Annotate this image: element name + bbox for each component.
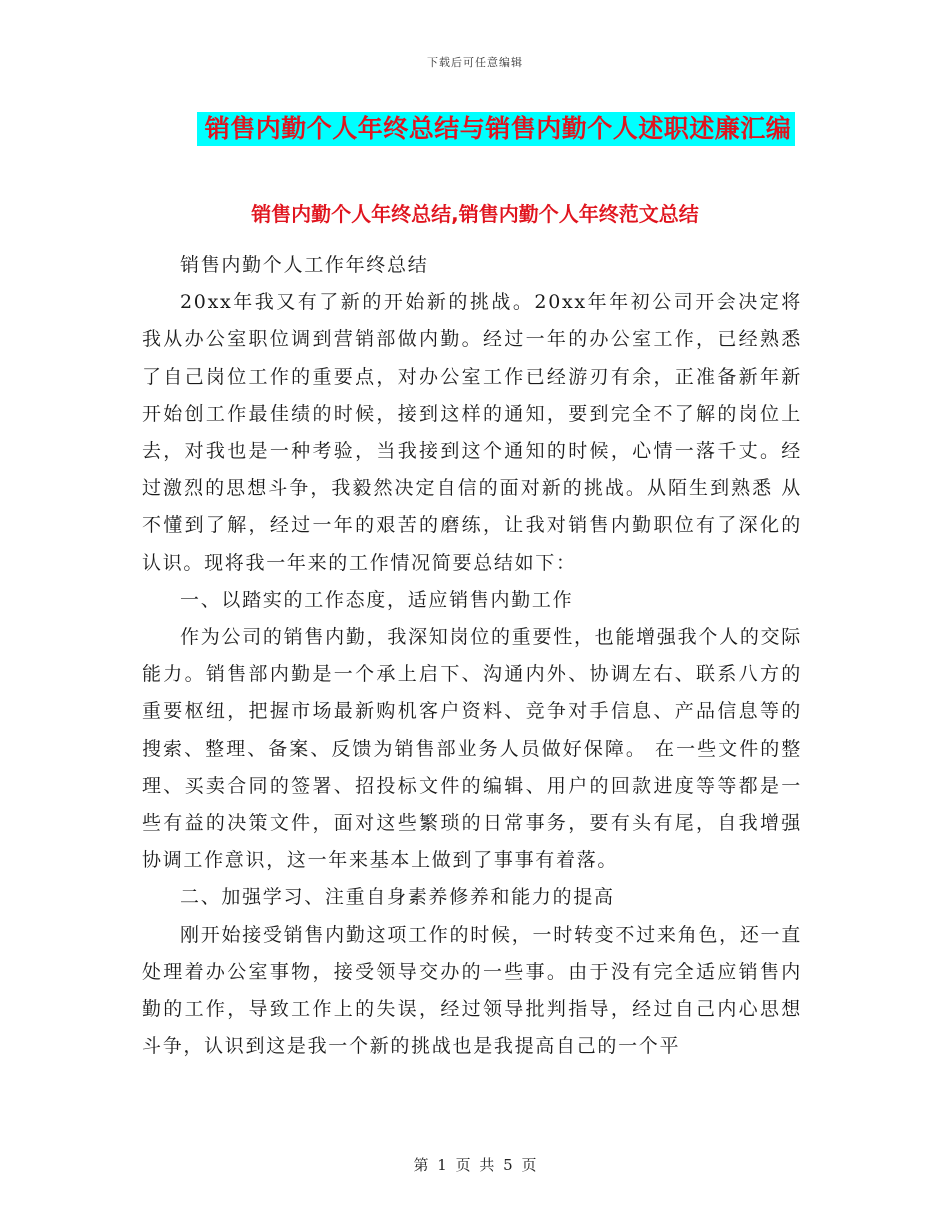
document-sub-title: 销售内勤个人年终总结,销售内勤个人年终范文总结 [251,202,699,226]
page-header: 下载后可任意编辑 [427,56,523,69]
body-paragraph: 作为公司的销售内勤，我深知岗位的重要性，也能增强我个人的交际能力。销售部内勤是一个承上启下、沟通内外、协调左右、联系八方的重要枢纽，把握市场最新购机客户资料、竞争对手信息、产品信息等的搜索、整理、备案、反馈为销售部业务人员做好保障。 在一些文件的整理、买卖合同的签署、招投标文件的编辑、用户的回款进度等等都是一些有益的决策文件，面对这些繁琐的日常事务，要有头有尾，自我增强协调工作意识，这一年来基本上做到了事事有着落。 [142,626,802,872]
body-paragraph: 20xx年我又有了新的开始新的挑战。20xx年年初公司开会决定将我从办公室职位调到营销部做内勤。经过一年的办公室工作，已经熟悉了自己岗位工作的重要点，对办公室工作已经游刃有余，正准备新年新开始创工作最佳绩的时候，接到这样的通知，要到完全不了解的岗位上去，对我也是一种考验，当我接到这个通知的时候，心情一落千丈。经过激烈的思想斗争，我毅然决定自信的面对新的挑战。从陌生到熟悉 从不懂到了解，经过一年的艰苦的磨练，让我对销售内勤职位有了深化的认识。现将我一年来的工作情况简要总结如下： [142,291,802,574]
body-paragraph: 刚开始接受销售内勤这项工作的时候，一时转变不过来角色，还一直处理着办公室事物，接受领导交办的一些事。由于没有完全适应销售内勤的工作，导致工作上的失误，经过领导批判指导，经过自己内心思想斗争，认识到这是我一个新的挑战也是我提高自己的一个平 [142,923,802,1058]
section-heading: 二、加强学习、注重自身素养修养和能力的提高 [180,886,615,909]
section-heading: 一、以踏实的工作态度，适应销售内勤工作 [180,588,574,611]
document-main-title: 销售内勤个人年终总结与销售内勤个人述职述廉汇编 [197,112,796,146]
document-body [142,247,802,1065]
main-title-container [0,112,950,146]
section-heading-intro: 销售内勤个人工作年终总结 [180,254,429,276]
page-footer: 第 1 页 共 5 页 [413,1156,537,1174]
